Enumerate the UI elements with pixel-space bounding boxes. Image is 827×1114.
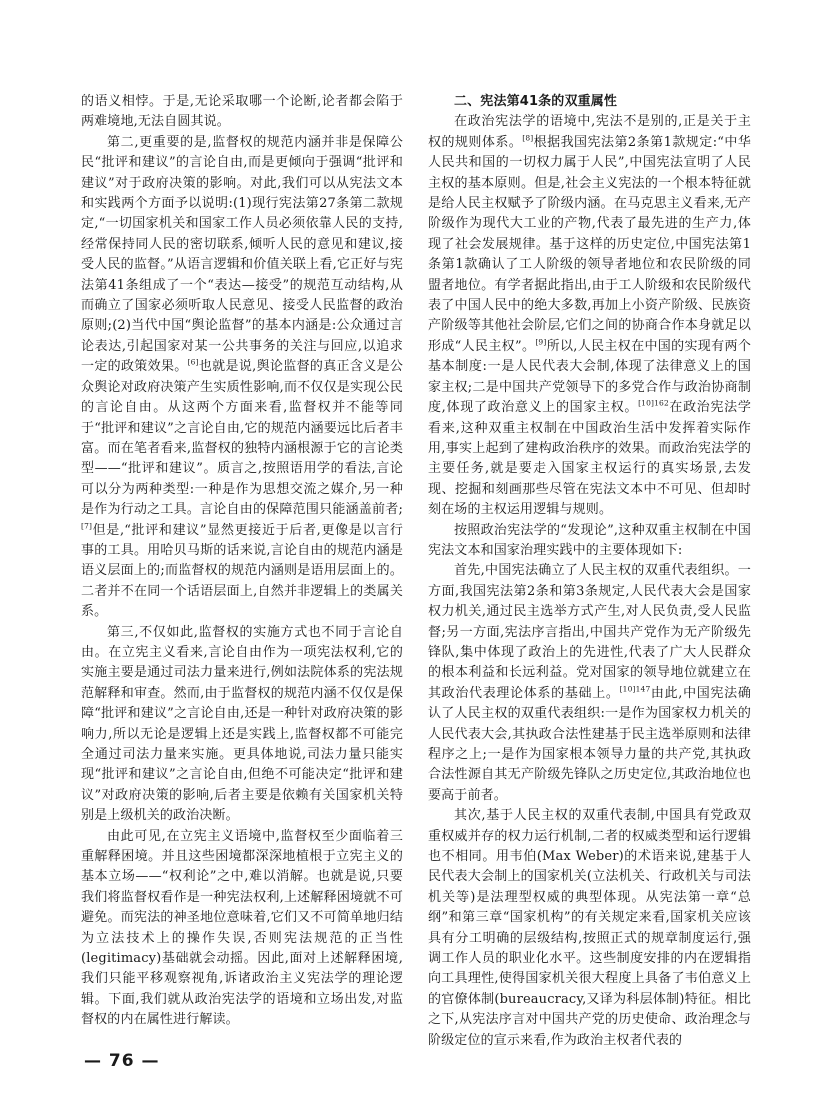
paragraph [81,623,403,827]
paragraph-text: 第二,更重要的是,监督权的规范内涵并非是保障公民“批评和建议”的言论自由,而是更倾向于强调“批评和建议”对于政府决策的影响。对此,我们可以从宪法文本和实践两个方面予以说明:(1)现行宪法第27条第二款规定,“一切国家机关和国家工作人员必须依靠人民的支持,经常保持同人民的密切联系,倾听人民的意见和建议,接受人民的监督。”从语言逻辑和价值关联上看,它正好与宪法第41条组成了一个“表达—接受”的规范互动结构,从而确立了国家必须听取人民意见、接受人民监督的政治原则;(2)当代中国“舆论监督”的基本内涵是:公众通过言论表达,引起国家对某一公共事务的关注与回应,以追求一定的政策效果。 [81,134,403,375]
paragraph-text: 根据我国宪法第2条第1款规定:“中华人民共和国的一切权力属于人民”,中国宪法宣明了人民主权的基本原则。但是,社会主义宪法的一个根本特征就是给人民主权赋予了阶级内涵。在马克思主义看来,无产阶级作为现代大工业的产物,代表了最先进的生产力,体现了社会发展规律。基于这样的历史定位,中国宪法第1条第1款确认了工人阶级的领导者地位和农民阶级的同盟者地位。有学者据此指出,由于工人阶级和农民阶级代表了中国人民中的绝大多数,再加上小资产阶级、民族资产阶级等其他社会阶层,它们之间的协商合作本身就足以形成“人民主权”。 [428,134,751,354]
paragraph [81,827,403,1031]
paragraph [428,521,751,562]
citation-ref: [8] [522,133,534,143]
right-column [428,92,751,1051]
paragraph-text: 但是,“批评和建议”显然更接近于后者,更像是以言行事的工具。用哈贝马斯的话来说,言论自由的规范内涵是语义层面上的;而监督权的规范内涵则是语用层面上的。二者并不在同一个话语层面上,自然并非逻辑上的类属关系。 [81,522,403,620]
citation-ref: [10]147 [619,684,651,694]
paragraph-text: 在政治宪法学看来,这种双重主权制在中国政治生活中发挥着实际作用,事实上起到了建构政治秩序的效果。而政治宪法学的主要任务,就是要走入国家主权运行的真实场景,去发现、挖掘和刻画那些尽管在宪法文本中不可见、但却时刻在场的主权运用逻辑与规则。 [428,400,751,518]
section-heading: 二、宪法第41条的双重属性 [454,94,618,109]
citation-ref: [6] [187,357,199,367]
paragraph-text: 由此可见,在立宪主义语境中,监督权至少面临着三重解释困境。并且这些困境都深深地植根于立宪主义的基本立场——“权利论”之中,难以消解。也就是说,只要我们将监督权看作是一种宪法权利,上述解释困境就不可避免。而宪法的神圣地位意味着,它们又不可简单地归结为立法技术上的操作失误,否则宪法规范的正当性(legitimacy)基础就会动摇。因此,面对上述解释困境,我们只能平移观察视角,诉诸政治主义宪法学的理论逻辑。下面,我们就从政治宪法学的语境和立场出发,对监督权的内在属性进行解读。 [81,828,403,1028]
paragraph-text: 首先,中国宪法确立了人民主权的双重代表组织。一方面,我国宪法第2条和第3条规定,人民代表大会是国家权力机关,通过民主选举方式产生,对人民负责,受人民监督;另一方面,宪法序言指出,中国共产党作为无产阶级先锋队,集中体现了政治上的先进性,代表了广大人民群众的根本利益和长远利益。党对国家的领导地位就建立在其政治代表理论体系的基础上。 [428,563,751,701]
paragraph-text: 所以,人民主权在中国的实现有两个基本制度:一是人民代表大会制,体现了法律意义上的国家主权;二是中国共产党领导下的多党合作与政治协商制度,体现了政治意义上的国家主权。 [428,338,751,416]
paragraph [428,112,751,520]
paragraph-text: 在政治宪法学的语境中,宪法不是别的,正是关于主权的规则体系。 [428,114,751,150]
paragraph-text: 第三,不仅如此,监督权的实施方式也不同于言论自由。在立宪主义看来,言论自由作为一项宪法权利,它的实施主要是通过司法力量来进行,例如法院体系的宪法规范解释和审查。然而,由于监督权的规范内涵不仅仅是保障“批评和建议”之言论自由,还是一种针对政府决策的影响力,所以无论是逻辑上还是实践上,监督权都不可能完全通过司法力量来实施。更具体地说,司法力量只能实现“批评和建议”之言论自由,但绝不可能决定“批评和建议”对政府决策的影响,后者主要是依赖有关国家机关特别是上级机关的政治决断。 [81,624,403,824]
citation-ref: [9] [535,337,547,347]
left-column [81,92,403,1031]
paragraph [428,561,751,806]
paragraph-text: 的语义相悖。于是,无论采取哪一个论断,论者都会陷于两难境地,无法自圆其说。 [81,94,403,130]
paragraph-text: 其次,基于人民主权的双重代表制,中国具有党政双重权威并存的权力运行机制,二者的权威类型和运行逻辑也不相同。用韦伯(Max Weber)的术语来说,建基于人民代表大会制上的国家机关(立法机关、行政机关与司法机关等)是法理型权威的典型体现。从宪法第一章“总纲”和第三章“国家机构”的有关规定来看,国家机关应该具有分工明确的层级结构,按照正式的规章制度运行,强调工作人员的职业化水平。这些制度安排的内在逻辑指向工具理性,使得国家机关很大程度上具备了韦伯意义上的官僚体制(bureaucracy,又译为科层体制)特征。相比之下,从宪法序言对中国共产党的历史使命、政治理念与阶级定位的宣示来看,作为政治主权者代表的 [428,808,751,1048]
page-number: — 76 — [84,1051,160,1071]
paragraph [81,92,403,133]
citation-ref: [7] [81,521,93,531]
citation-ref: [10]162 [638,398,669,408]
paragraph-text: 由此,中国宪法确认了人民主权的双重代表组织:一是作为国家权力机关的人民代表大会,其执政合法性建基于民主选举原则和法律程序之上;一是作为国家根本领导力量的共产党,其执政合法性源自其无产阶级先锋队之历史定位,其政治地位也要高于前者。 [428,685,751,803]
paragraph [428,806,751,1051]
paragraph [81,133,403,623]
paragraph-text: 也就是说,舆论监督的真正含义是公众舆论对政府决策产生实质性影响,而不仅仅是实现公民的言论自由。从这两个方面来看,监督权并不能等同于“批评和建议”之言论自由,它的规范内涵要远比后者丰富。而在笔者看来,监督权的独特内涵根源于它的言论类型——“批评和建议”。质言之,按照语用学的看法,言论可以分为两种类型:一种是作为思想交流之媒介,另一种是作为行动之工具。言论自由的保障范围只能涵盖前者; [81,359,403,518]
paragraph-text: 按照政治宪法学的“发现论”,这种双重主权制在中国宪法文本和国家治理实践中的主要体现如下: [428,522,751,558]
